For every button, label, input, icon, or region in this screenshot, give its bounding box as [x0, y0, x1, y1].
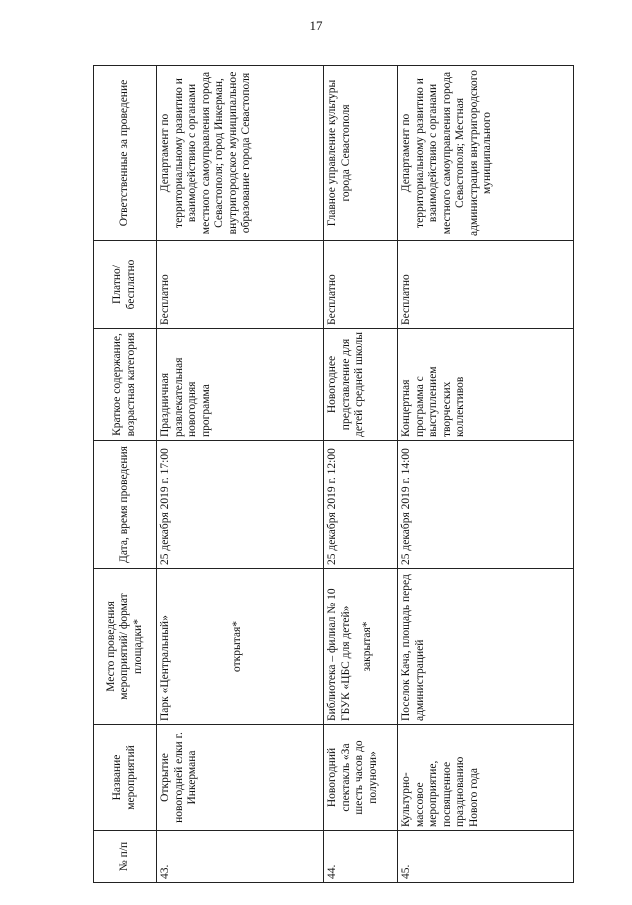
row-name: Новогодний спектакль «За шесть часов до полуночи» [324, 725, 398, 831]
header-date: Дата, время проведения [94, 441, 157, 569]
header-place: Место проведения мероприятий/ формат площадки* [94, 569, 157, 725]
row-place [398, 569, 574, 725]
row-place-text: Парк «Центральный» [159, 615, 171, 721]
row-place-text: Поселок Кача, площадь перед администрацией [400, 574, 426, 721]
row-name: Культурно-массовое мероприятие, посвященное празднованию Нового года [398, 725, 574, 831]
row-place [157, 569, 324, 725]
row-date: 25 декабря 2019 г. 12:00 [324, 441, 398, 569]
rotated-table-wrapper [93, 66, 583, 883]
table-header-row [94, 66, 157, 883]
header-responsible: Ответственные за проведение [94, 66, 157, 241]
header-name: Название мероприятий [94, 725, 157, 831]
row-date: 25 декабря 2019 г. 17:00 [157, 441, 324, 569]
row-responsible: Главное управление культуры города Севастополя [324, 66, 398, 241]
table-row [324, 66, 398, 883]
row-fee: Бесплатно [157, 241, 324, 329]
table-row [157, 66, 324, 883]
header-fee: Платно/ бесплатно [94, 241, 157, 329]
row-num: 44. [324, 831, 398, 883]
events-table [93, 65, 574, 883]
row-summary: Новогоднее представление для детей средней школы [324, 329, 398, 441]
table-row [398, 66, 574, 883]
row-num: 45. [398, 831, 574, 883]
header-summary: Краткое содержание, возрастная категория [94, 329, 157, 441]
row-format: открытая* [230, 621, 243, 672]
row-summary: Концертная программа с выступлением творческих коллективов [398, 329, 574, 441]
row-responsible: Департамент по территориальному развитию и взаимодействию с органами местного самоуправления города Севастополя; Местная администрация внутригородского муниципального [398, 66, 574, 241]
row-date: 25 декабря 2019 г. 14:00 [398, 441, 574, 569]
row-place-text: Библиотека – филиал № 10 ГБУК «ЦБС для детей» [326, 588, 352, 721]
row-place [324, 569, 398, 725]
row-num: 43. [157, 831, 324, 883]
page-number: 17 [309, 18, 323, 33]
row-fee: Бесплатно [324, 241, 398, 329]
row-name: Открытие новогодней елки г. Инкермана [157, 725, 324, 831]
row-fee: Бесплатно [398, 241, 574, 329]
row-format: закрытая* [361, 621, 374, 672]
row-summary: Праздничная развлекательная новогодняя программа [157, 329, 324, 441]
row-responsible: Департамент по территориальному развитию и взаимодействию с органами местного самоуправления города Севастополя; город Инкерман, внутригородское муниципальное образование города Севастополя [157, 66, 324, 241]
header-num: № п/п [94, 831, 157, 883]
